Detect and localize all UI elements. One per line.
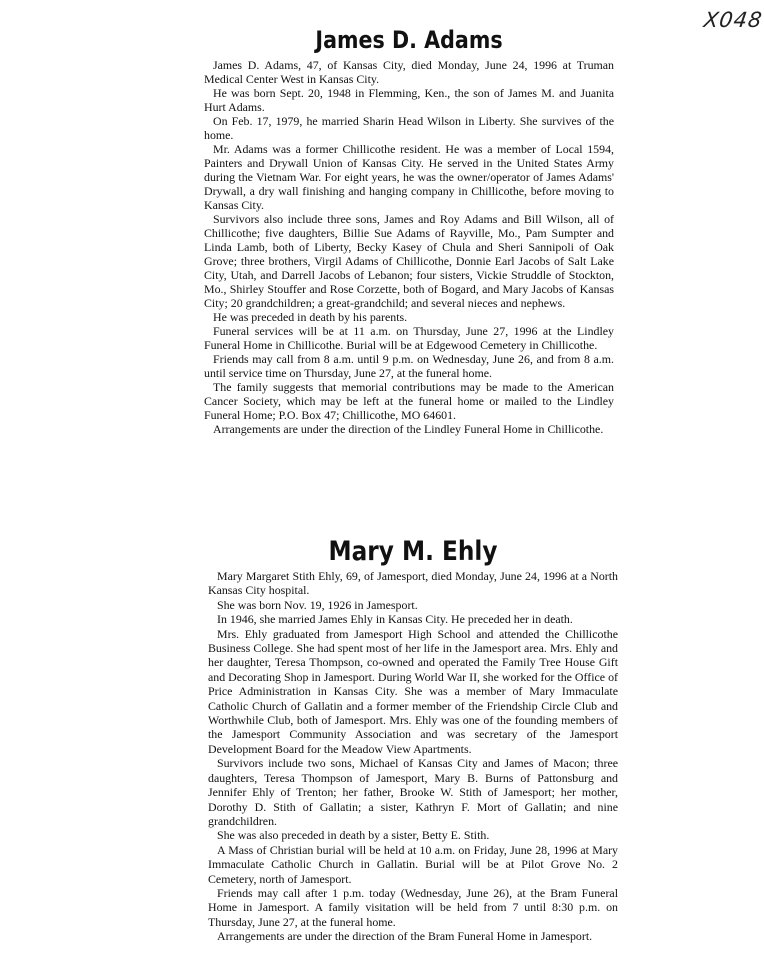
- obituary-body: [204, 58, 614, 436]
- obituary-paragraph: The family suggests that memorial contributions may be made to the American Cancer Society, which may be left at the funeral home or mailed to the Lindley Funeral Home; P.O. Box 47; Chillicothe, MO 64601.: [204, 380, 614, 422]
- obituary-body: [208, 569, 618, 944]
- obituary-paragraph: He was preceded in death by his parents.: [213, 310, 408, 324]
- obituary-headline: Mary M. Ehly: [328, 536, 498, 567]
- obituary-paragraph: She was born Nov. 19, 1926 in Jamesport.: [217, 597, 418, 612]
- obituary-paragraph: She was also preceded in death by a sister, Betty E. Stith.: [217, 828, 490, 843]
- obituary-paragraph: Friends may call from 8 a.m. until 9 p.m. on Wednesday, June 26, and from 8 a.m. until service time on Thursday, June 27, at the funeral home.: [204, 352, 614, 380]
- obituary-paragraph: Survivors include two sons, Michael of Kansas City and James of Macon; three daughters, Teresa Thompson of Jamesport, Mary B. Burns of Pattonsburg and Jennifer Ehly of Trenton; her father, Brooke W. Stith of Jamesport; her mother, Dorothy D. Stith of Gallatin; a sister, Kathryn F. Mort of Gallatin; and nine grandchildren.: [208, 756, 618, 828]
- obituary-paragraph: On Feb. 17, 1979, he married Sharin Head Wilson in Liberty. She survives of the home.: [204, 114, 614, 142]
- obituary-paragraph: Survivors also include three sons, James and Roy Adams and Bill Wilson, all of Chillicothe; five daughters, Billie Sue Adams of Rayville, Mo., Pam Sumpter and Linda Lamb, both of Liberty, Becky Kasey of Chula and Sheri Sannipoli of Oak Grove; three brothers, Virgil Adams of Chillicothe, Donnie Earl Jacobs of Salt Lake City, Utah, and Darrell Jacobs of Lebanon; four sisters, Vickie Struddle of Stockton, Mo., Shirley Stouffer and Rose Corzette, both of Bogard, and Mary Jacobs of Kansas City; 20 grandchildren; a great-grandchild; and several nieces and nephews.: [204, 212, 614, 310]
- obituary-paragraph: A Mass of Christian burial will be held at 10 a.m. on Friday, June 28, 1996 at Mary Immaculate Catholic Church in Gallatin. Burial will be at Pilot Grove No. 2 Cemetery, north of Jamesport.: [208, 842, 618, 886]
- obituary-mary-m-ehly: [208, 536, 618, 944]
- obituary-paragraph: Mrs. Ehly graduated from Jamesport High School and attended the Chillicothe Business College. She had spent most of her life in the Jamesport area. Mrs. Ehly and her daughter, Teresa Thompson, co-owned and operated the Family Tree House Gift and Decorating Shop in Jamesport. During World War II, she worked for the Office of Price Administration in Kansas City. She was a member of Mary Immaculate Catholic Church of Gallatin and a former member of the Friendship Circle Club and Worthwhile Club, both of Jamesport. Mrs. Ehly was one of the founding members of the Jamesport Community Association and was secretary of the Jamesport Development Board for the Meadow View Apartments.: [208, 626, 618, 756]
- obituary-paragraph: Mr. Adams was a former Chillicothe resident. He was a member of Local 1594, Painters and Drywall Union of Kansas City. He served in the United States Army during the Vietnam War. For eight years, he was the owner/operator of James Adams' Drywall, a dry wall finishing and hanging company in Chillicothe, before moving to Kansas City.: [204, 142, 614, 212]
- obituary-paragraph: He was born Sept. 20, 1948 in Flemming, Ken., the son of James M. and Juanita Hurt Adams.: [204, 86, 614, 114]
- obituary-headline: James D. Adams: [315, 26, 503, 54]
- obituary-paragraph: In 1946, she married James Ehly in Kansas City. He preceded her in death.: [217, 612, 573, 627]
- obituary-paragraph: Friends may call after 1 p.m. today (Wednesday, June 26), at the Bram Funeral Home in Jamesport. A family visitation will be held from 7 until 8:30 p.m. on Thursday, June 27, at the funeral home.: [208, 885, 618, 929]
- page-identifier: X048: [702, 8, 764, 32]
- obituary-paragraph: Arrangements are under the direction of the Lindley Funeral Home in Chillicothe.: [213, 422, 604, 436]
- obituary-paragraph: James D. Adams, 47, of Kansas City, died Monday, June 24, 1996 at Truman Medical Center West in Kansas City.: [204, 58, 614, 86]
- obituary-james-d-adams: [204, 26, 614, 436]
- obituary-paragraph: Arrangements are under the direction of the Bram Funeral Home in Jamesport.: [217, 929, 593, 944]
- obituary-paragraph: Mary Margaret Stith Ehly, 69, of Jamesport, died Monday, June 24, 1996 at a North Kansas City hospital.: [208, 569, 618, 598]
- obituary-paragraph: Funeral services will be at 11 a.m. on Thursday, June 27, 1996 at the Lindley Funeral Home in Chillicothe. Burial will be at Edgewood Cemetery in Chillicothe.: [204, 324, 614, 352]
